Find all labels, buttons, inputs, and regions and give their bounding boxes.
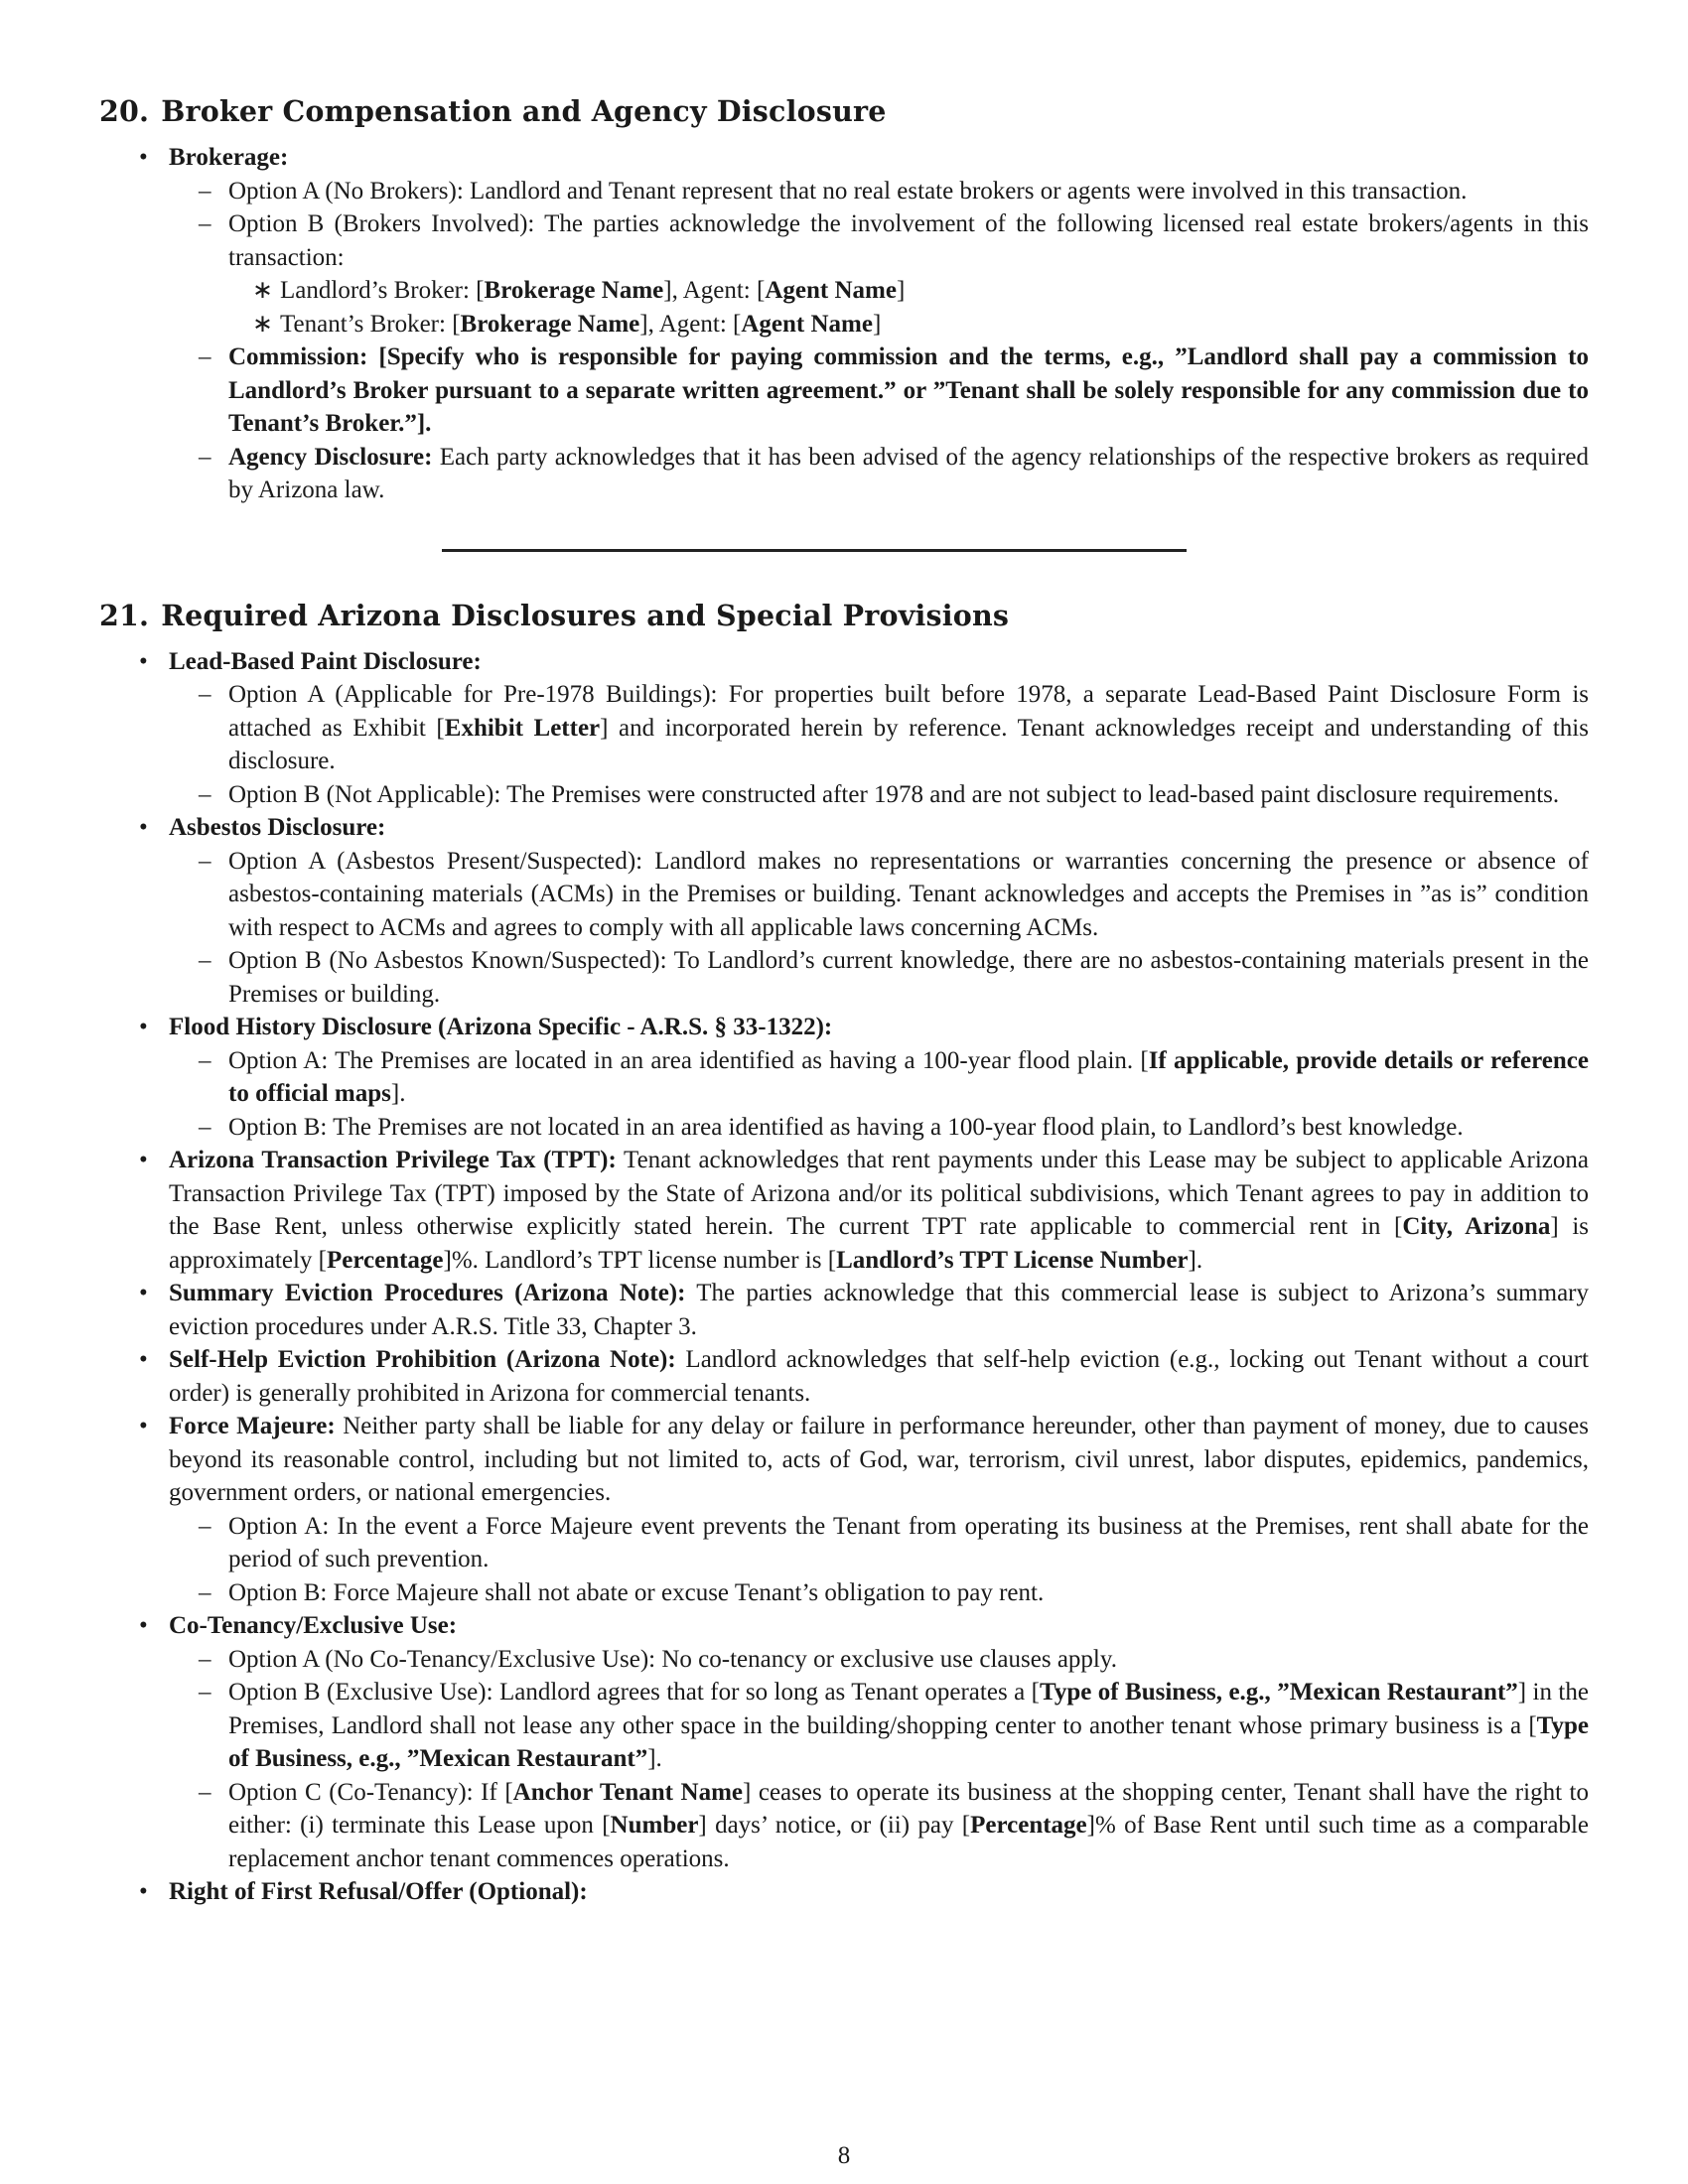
cotenancy-option-b: – Option B (Exclusive Use): Landlord agrees that for so long as Tenant operates a [Type of Business, e.g., ”Mexican Restaurant”] in the Premises, Landlord shall not lease any other space in the building/shopping center to another tenant whose primary business is a [Type of Business, e.g., ”Mexican Restaurant”]. [228,1676,1589,1776]
section-20-list [99,141,1589,507]
page-content [99,91,1589,1909]
list-item-lead-paint: • Lead-Based Paint Disclosure: – Option A (Applicable for Pre-1978 Buildings): For properties built before 1978, a separate Lead-Based Paint Disclosure Form is attached as Exhibit [Exhibit Letter] and incorporated herein by reference. Tenant acknowledges receipt and understanding of this disclosure. – Option B (Not Applicable): The Premises were constructed after 1978 and are not subject to lead-based paint disclosure requirements. [169,645,1589,812]
list-item-force-majeure: • Force Majeure: Neither party shall be liable for any delay or failure in performance hereunder, other than payment of money, due to causes beyond its reasonable control, including but not limited to, acts of God, war, terrorism, civil unrest, labor disputes, epidemics, pandemics, government orders, or national emergencies. – Option A: In the event a Force Majeure event prevents the Tenant from operating its business at the Premises, rent shall abate for the period of such prevention. – Option B: Force Majeure shall not abate or excuse Tenant’s obligation to pay rent. [169,1410,1589,1609]
tenant-broker-line: ∗ Tenant’s Broker: [Brokerage Name], Agent: [Agent Name] [280,308,1589,341]
asbestos-option-a: – Option A (Asbestos Present/Suspected): Landlord makes no representations or warranties concerning the presence or absence of asbestos-containing materials (ACMs) in the Premises or building. Tenant acknowledges and accepts the Premises in ”as is” condition with respect to ACMs and agrees to comply with all applicable laws concerning ACMs. [228,845,1589,945]
list-item-summary-eviction: • Summary Eviction Procedures (Arizona Note): The parties acknowledge that this commercial lease is subject to Arizona’s summary eviction procedures under A.R.S. Title 33, Chapter 3. [169,1277,1589,1343]
list-item-rofr: • Right of First Refusal/Offer (Optional): [169,1875,1589,1909]
lead-option-a: – Option A (Applicable for Pre-1978 Buildings): For properties built before 1978, a separate Lead-Based Paint Disclosure Form is attached as Exhibit [Exhibit Letter] and incorporated herein by reference. Tenant acknowledges receipt and understanding of this disclosure. [228,678,1589,778]
landlord-broker-line: ∗ Landlord’s Broker: [Brokerage Name], Agent: [Agent Name] [280,274,1589,308]
cotenancy-option-a: – Option A (No Co-Tenancy/Exclusive Use): No co-tenancy or exclusive use clauses apply. [228,1643,1589,1677]
list-item-asbestos: • Asbestos Disclosure: – Option A (Asbestos Present/Suspected): Landlord makes no representations or warranties concerning the presence or absence of asbestos-containing materials (ACMs) in the Premises or building. Tenant acknowledges and accepts the Premises in ”as is” condition with respect to ACMs and agrees to comply with all applicable laws concerning ACMs. – Option B (No Asbestos Known/Suspected): To Landlord’s current knowledge, there are no asbestos-containing materials present in the Premises or building. [169,811,1589,1011]
page-number: 8 [837,2142,851,2169]
flood-option-a: – Option A: The Premises are located in an area identified as having a 100-year flood plain. [If applicable, provide details or reference to official maps]. [228,1044,1589,1111]
section-21-list [99,645,1589,1909]
commission-item: – Commission: [Specify who is responsible for paying commission and the terms, e.g., ”Landlord shall pay a commission to Landlord’s Broker pursuant to a separate written agreement.” or ”Tenant shall be solely responsible for any commission due to Tenant’s Broker.”]. [228,341,1589,441]
section-divider [442,549,1187,552]
list-item-brokerage: • Brokerage: – Option A (No Brokers): Landlord and Tenant represent that no real estate brokers or agents were involved in this transaction. – Option B (Brokers Involved): The parties acknowledge the involvement of the following licensed real estate brokers/agents in this transaction: ∗ Landlord’s Broker: [Brokerage Name], Agent: [Agent Name] ∗ Tenant’s Broker: [Brokerage Name], Agent: [Agent Name] – Commission: [Specify who is responsible for paying commission and the terms, e.g., ”Landlord shall pay a commission to Landlord’s Broker pursuant to a separate written agreement.” or ”Tenant shall be solely responsible for any commission due to Tenant’s Broker.”]. – Agency Disclosure: Each party acknowledges that it has been advised of the agency relationships of the respective brokers as required by Arizona law. [169,141,1589,507]
asbestos-option-b: – Option B (No Asbestos Known/Suspected): To Landlord’s current knowledge, there are no asbestos-containing materials present in the Premises or building. [228,944,1589,1011]
list-item-flood: • Flood History Disclosure (Arizona Specific - A.R.S. § 33-1322): – Option A: The Premises are located in an area identified as having a 100-year flood plain. [If applicable, provide details or reference to official maps]. – Option B: The Premises are not located in an area identified as having a 100-year flood plain, to Landlord’s best knowledge. [169,1011,1589,1144]
brokerage-option-b: – Option B (Brokers Involved): The parties acknowledge the involvement of the following licensed real estate brokers/agents in this transaction: ∗ Landlord’s Broker: [Brokerage Name], Agent: [Agent Name] ∗ Tenant’s Broker: [Brokerage Name], Agent: [Agent Name] [228,207,1589,341]
force-option-b: – Option B: Force Majeure shall not abate or excuse Tenant’s obligation to pay rent. [228,1576,1589,1610]
section-21-heading: 21. Required Arizona Disclosures and Special Provisions [99,598,1010,632]
list-item-tpt: • Arizona Transaction Privilege Tax (TPT): Tenant acknowledges that rent payments under this Lease may be subject to applicable Arizona Transaction Privilege Tax (TPT) imposed by the State of Arizona and/or its political subdivisions, which Tenant agrees to pay in addition to the Base Rent, unless otherwise explicitly stated herein. The current TPT rate applicable to commercial rent in [City, Arizona] is approximately [Percentage]%. Landlord’s TPT license number is [Landlord’s TPT License Number]. [169,1144,1589,1277]
list-item-self-help: • Self-Help Eviction Prohibition (Arizona Note): Landlord acknowledges that self-help eviction (e.g., locking out Tenant without a court order) is generally prohibited in Arizona for commercial tenants. [169,1343,1589,1410]
list-item-co-tenancy: • Co-Tenancy/Exclusive Use: – Option A (No Co-Tenancy/Exclusive Use): No co-tenancy or exclusive use clauses apply. – Option B (Exclusive Use): Landlord agrees that for so long as Tenant operates a [Type of Business, e.g., ”Mexican Restaurant”] in the Premises, Landlord shall not lease any other space in the building/shopping center to another tenant whose primary business is a [Type of Business, e.g., ”Mexican Restaurant”]. – Option C (Co-Tenancy): If [Anchor Tenant Name] ceases to operate its business at the shopping center, Tenant shall have the right to either: (i) terminate this Lease upon [Number] days’ notice, or (ii) pay [Percentage]% of Base Rent until such time as a comparable replacement anchor tenant commences operations. [169,1609,1589,1875]
lead-option-b: – Option B (Not Applicable): The Premises were constructed after 1978 and are not subject to lead-based paint disclosure requirements. [228,778,1589,812]
brokerage-option-a: – Option A (No Brokers): Landlord and Tenant represent that no real estate brokers or agents were involved in this transaction. [228,175,1589,208]
agency-disclosure-item: – Agency Disclosure: Each party acknowledges that it has been advised of the agency relationships of the respective brokers as required by Arizona law. [228,441,1589,507]
force-option-a: – Option A: In the event a Force Majeure event prevents the Tenant from operating its business at the Premises, rent shall abate for the period of such prevention. [228,1510,1589,1576]
section-20-heading: 20. Broker Compensation and Agency Disclosure [99,94,887,128]
flood-option-b: – Option B: The Premises are not located in an area identified as having a 100-year flood plain, to Landlord’s best knowledge. [228,1111,1589,1145]
cotenancy-option-c: – Option C (Co-Tenancy): If [Anchor Tenant Name] ceases to operate its business at the shopping center, Tenant shall have the right to either: (i) terminate this Lease upon [Number] days’ notice, or (ii) pay [Percentage]% of Base Rent until such time as a comparable replacement anchor tenant commences operations. [228,1776,1589,1876]
